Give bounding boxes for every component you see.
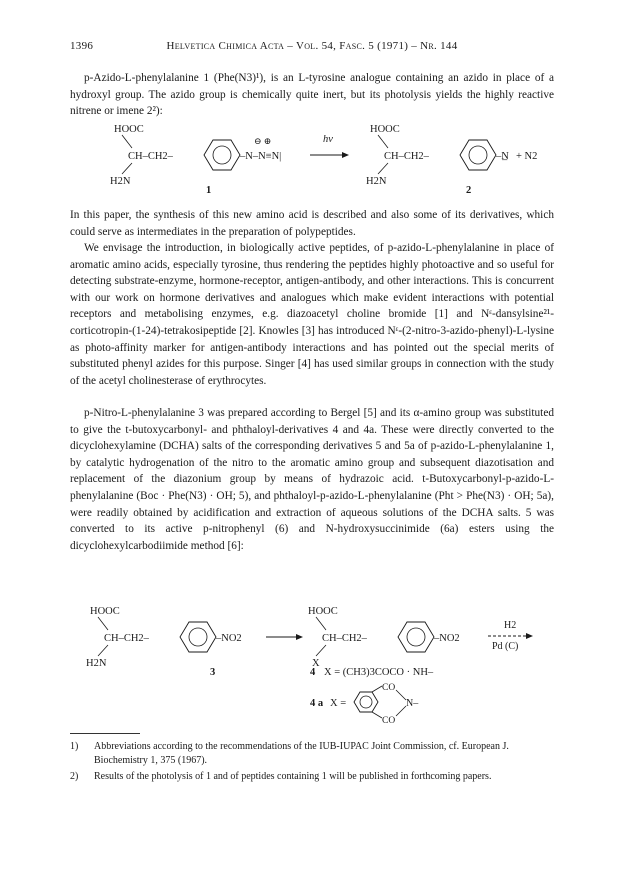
footnote-text: Results of the photolysis of 1 and of peptides containing 1 will be published in forthcoming papers.	[94, 771, 492, 782]
h2n-label: H2N	[86, 658, 107, 669]
footnote-divider	[70, 733, 140, 734]
compound-number-4a: 4 a	[310, 698, 324, 709]
compound-number-2: 2	[466, 185, 472, 196]
benzene-ring	[180, 622, 216, 652]
footnote-mark: 2)	[70, 771, 79, 782]
ch-ch2-label: CH–CH2–	[322, 633, 367, 644]
x-definition-4: X = (CH3)3COCO · NH–	[324, 667, 434, 678]
hydrogenation-scheme	[70, 602, 554, 727]
footnote-mark: 1)	[70, 741, 79, 752]
page-number: 1396	[70, 40, 94, 52]
nitro-group: –NO2	[216, 633, 242, 644]
footnote-1	[70, 740, 554, 768]
compound-number-4: 4	[310, 667, 316, 678]
nitrogen-byproduct: + N2	[516, 151, 538, 162]
hv-label: hν	[323, 134, 333, 145]
footnote-text: Abbreviations according to the recommendations of the IUB-IUPAC Joint Commission, cf. European J. Biochemistry 1, 375 (1967).	[94, 741, 509, 766]
nitro-group: –NO2	[434, 633, 460, 644]
phthaloyl-structure	[354, 683, 419, 726]
ch-ch2-label: CH–CH2–	[384, 151, 429, 162]
hooc-label: HOOC	[114, 124, 144, 135]
compound-3-structure	[86, 606, 242, 678]
nitrene-group: –N̲	[496, 151, 509, 162]
x-equals: X =	[330, 698, 347, 709]
journal-citation: Helvetica Chimica Acta – Vol. 54, Fasc. 5 (1971) – Nr. 144	[166, 40, 458, 52]
hooc-label: HOOC	[370, 124, 400, 135]
charge-labels: ⊖ ⊕	[254, 136, 272, 146]
benzene-ring	[204, 140, 240, 170]
hydrogen-reagent: H2	[504, 620, 517, 631]
azide-group: –N–N≡N|	[240, 151, 282, 162]
compound-2-structure	[366, 124, 537, 196]
ch-ch2-label: CH–CH2–	[128, 151, 173, 162]
intro-paragraph: p-Azido-L-phenylalanine 1 (Phe(N3)¹), is an L-tyrosine analogue containing an azido in place of a hydroxyl group. The azido group is chemically quite inert, but its photolysis yields the highly reactive nitrene or imene 2²):	[70, 72, 554, 118]
compound-number-3: 3	[210, 667, 216, 678]
carbonyl-bottom: CO	[382, 716, 396, 726]
h2n-label: H2N	[110, 176, 131, 187]
benzene-ring	[460, 140, 496, 170]
peptide-paragraph: We envisage the introduction, in biologically active peptides, of p-azido-L-phenylalanine in place of aromatic amino acids, especially tyrosine, thus rendering the peptides highly photoactive and so useful for detecting substrate-enzyme, hormone-receptor, antigen-antibody, and other interactions. This is concurrent with our work on hormone derivatives and analogues which make evident interactions with potential receptors and metabolising enzymes, e.g. diazoacetyl choline bromide [1] and Nᵋ-dansylsine²¹-corticotropin-(1-24)-tetrakosipeptide [2]. Knowles [3] has introduced Nᵋ-(2-nitro-3-azido-phenyl)-L-lysine as photo-affinity marker for antigen-antibody interactions and has pointed out the special merits of substituted phenyl azides for this purpose. Singer [4] has used similar groups in connection with the study of the acetyl cholinesterase of erythrocytes.	[70, 242, 554, 387]
compound-4-structure	[308, 606, 460, 669]
benzene-ring	[398, 622, 434, 652]
running-header	[70, 40, 554, 56]
footnote-2	[70, 770, 554, 798]
photolysis-scheme	[70, 120, 554, 200]
imide-nitrogen: N–	[406, 698, 419, 709]
compound-1-structure	[110, 124, 281, 196]
synthesis-paragraph: In this paper, the synthesis of this new amino acid is described and also some of its derivatives, which could serve as intermediates in the preparation of polypeptides.	[70, 209, 554, 238]
ch-ch2-label: CH–CH2–	[104, 633, 149, 644]
compound-number-1: 1	[206, 185, 212, 196]
hooc-label: HOOC	[90, 606, 120, 617]
preparation-paragraph: p-Nitro-L-phenylalanine 3 was prepared according to Bergel [5] and its α-amino group was substituted to give the t-butoxycarbonyl- and phthaloyl-derivatives 4 and 4a. These were directly converted to the dicyclohexylamine (DCHA) salts of the corresponding derivatives 5 and 5a of p-azido-L-phenylalanine 1, by catalytic hydrogenation of the nitro to the aromatic amino group and subsequent diazotisation and replacement of the diazonium group by means of hydrazoic acid. t-Butoxycarbonyl-p-azido-L-phenylalanine (Boc · Phe(N3) · OH; 5), and phthaloyl-p-azido-L-phenylalanine (Pht > Phe(N3) · OH; 5a), were readily obtained by acidification and extraction of aqueous solutions of the DCHA salts. 5 was converted to its active p-nitrophenyl (6) and N-hydroxysuccinimide (6a) esters using the dicyclohexylcarbodiimide method [6]:	[70, 407, 554, 552]
x-substituent: X	[312, 658, 320, 669]
carbonyl-top: CO	[382, 683, 396, 693]
hooc-label: HOOC	[308, 606, 338, 617]
h2n-label: H2N	[366, 176, 387, 187]
palladium-catalyst: Pd (C)	[492, 641, 519, 652]
